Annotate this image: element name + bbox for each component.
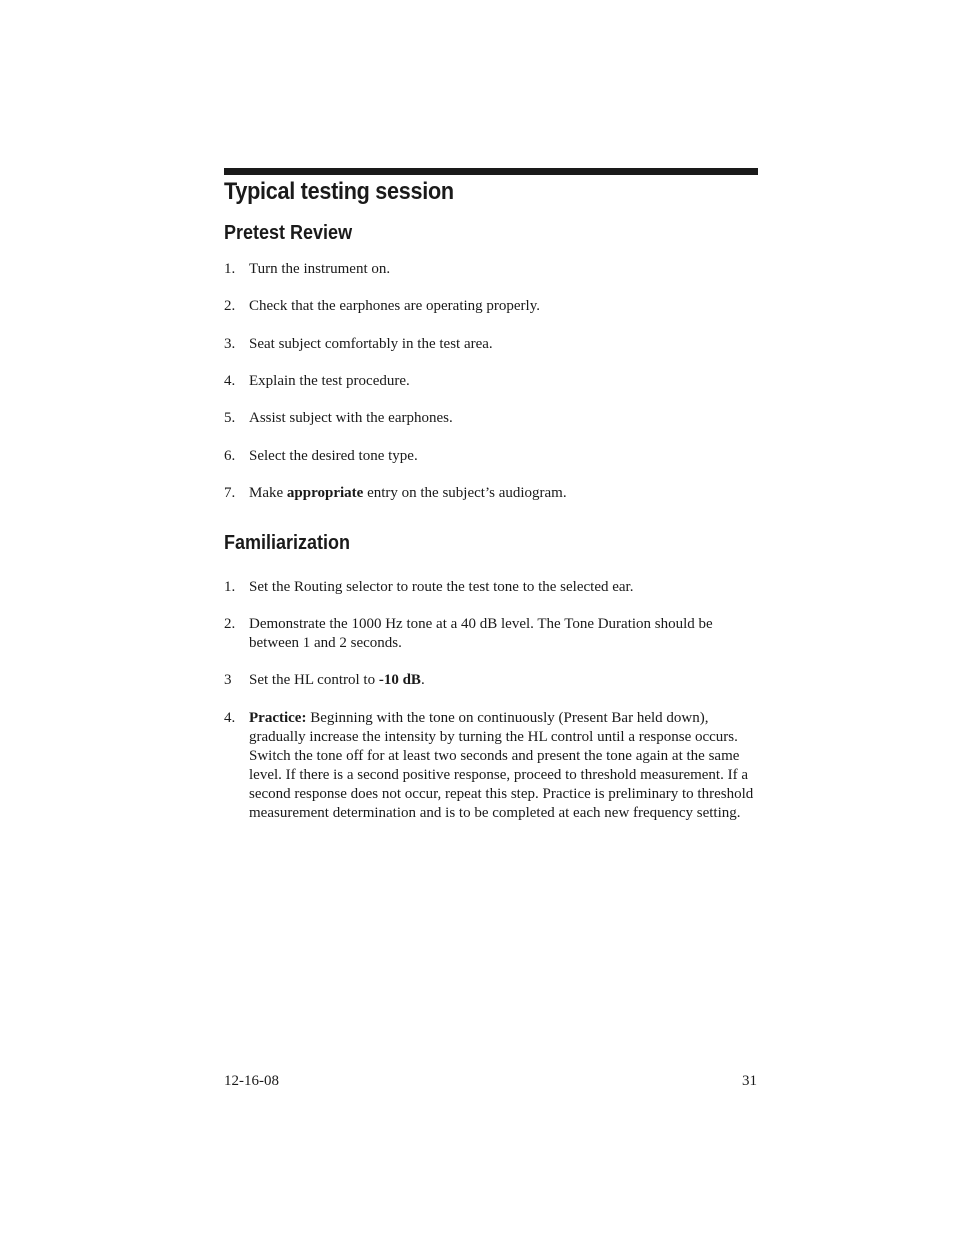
item-number: 2.	[224, 616, 236, 632]
item-number: 4.	[224, 373, 236, 389]
familiarization-item	[224, 709, 758, 823]
item-text-emphasis: appropriate	[286, 485, 364, 501]
item-text: Assist subject with the earphones.	[249, 410, 453, 426]
pretest-item	[224, 297, 758, 316]
familiarization-item	[224, 615, 758, 653]
pretest-item	[224, 447, 758, 466]
item-text: Demonstrate the 1000 Hz tone at a 40 dB level. The Tone Duration should be between 1 and 2 seconds.	[249, 616, 713, 651]
item-text-pre: Set the HL control to	[249, 672, 379, 688]
page-title: Typical testing session	[224, 178, 454, 205]
pretest-item	[224, 409, 758, 428]
item-text-post: Beginning with the tone on continuously (Present Bar held down), gradually increase the intensity by turning the HL control until a response occurs. Switch the tone off for at least two seconds and present the tone again at the same level. If there is a second positive response, proceed to threshold measurement. If a second response does not occur, repeat this step. Practice is preliminary to threshold measurement determination and is to be completed at each new frequency setting.	[249, 710, 754, 821]
item-text-post: .	[420, 672, 425, 688]
item-text: Select the desired tone type.	[249, 448, 418, 464]
footer-date: 12-16-08	[224, 1073, 279, 1089]
pretest-item	[224, 484, 758, 503]
familiarization-heading: Familiarization	[224, 532, 351, 554]
item-text-emphasis: -10 dB	[378, 672, 421, 688]
pretest-heading: Pretest Review	[224, 222, 353, 244]
item-number: 2.	[224, 298, 236, 314]
item-text: Explain the test procedure.	[249, 373, 410, 389]
item-text: Turn the instrument on.	[249, 261, 391, 277]
item-number: 4.	[224, 710, 236, 726]
item-text: Check that the earphones are operating properly.	[249, 298, 540, 314]
item-number: 1.	[224, 261, 236, 277]
item-number: 1.	[224, 579, 236, 595]
item-text	[249, 484, 758, 503]
page-number: 31	[742, 1073, 757, 1089]
item-text: Set the Routing selector to route the test tone to the selected ear.	[249, 579, 634, 595]
section-rule	[224, 168, 758, 175]
item-text-post: entry on the subject’s audiogram.	[363, 485, 567, 501]
item-number: 3.	[224, 336, 236, 352]
item-number: 5.	[224, 410, 236, 426]
item-text: Seat subject comfortably in the test area.	[249, 336, 493, 352]
pretest-item	[224, 335, 758, 354]
pretest-item	[224, 372, 758, 391]
item-text	[249, 671, 758, 690]
item-text	[249, 709, 758, 823]
item-number: 3	[224, 672, 232, 688]
pretest-item	[224, 260, 758, 279]
item-text-emphasis: Practice:	[249, 710, 307, 726]
item-text-pre: Make	[249, 485, 287, 501]
item-number: 7.	[224, 485, 236, 501]
familiarization-item	[224, 671, 758, 690]
familiarization-item	[224, 578, 758, 597]
item-number: 6.	[224, 448, 236, 464]
